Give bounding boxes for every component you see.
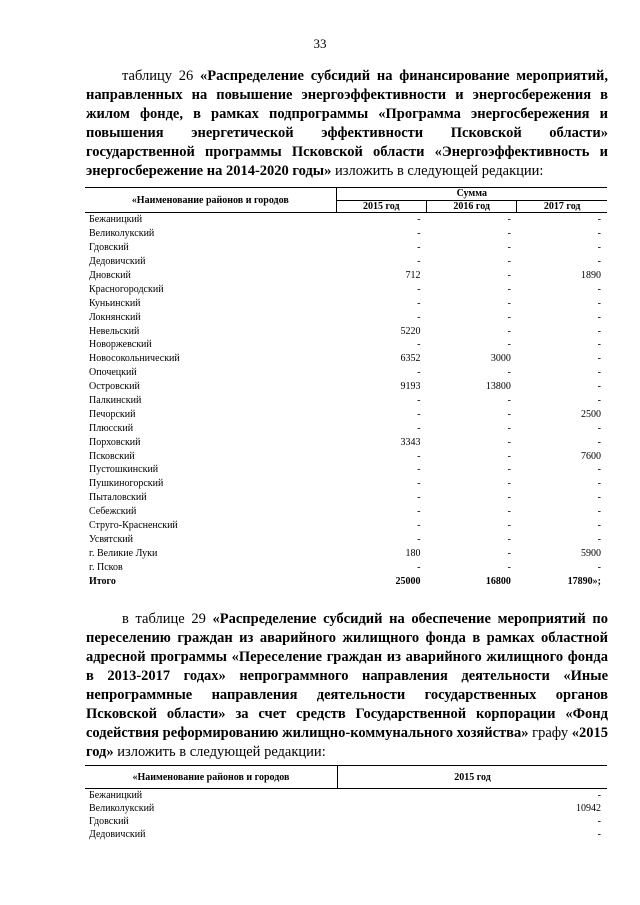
table-row <box>85 505 607 519</box>
district-name: Островский <box>89 381 140 393</box>
table-row <box>85 449 607 463</box>
page-number: 33 <box>313 36 327 51</box>
value-2017: - <box>597 561 601 573</box>
value-2015: - <box>417 242 421 254</box>
value-2016: - <box>507 506 511 518</box>
total-label: Итого <box>89 575 116 587</box>
paragraph2-tail: изложить в следующей редакции: <box>113 744 326 760</box>
value-2017: - <box>597 283 601 295</box>
value-2015: - <box>417 367 421 379</box>
district-name: Бежаницкий <box>89 214 143 226</box>
subsidy-table-26 <box>85 187 607 588</box>
value-2015: - <box>417 520 421 532</box>
value-2015: 10942 <box>576 803 601 814</box>
year-2015-header: 2015 год <box>338 766 608 789</box>
subsidy-table-29 <box>85 765 607 841</box>
value-2016: - <box>507 533 511 545</box>
table-row <box>85 815 607 828</box>
table-row <box>85 255 607 269</box>
district-name: Печорский <box>89 408 136 420</box>
paragraph1-tail: изложить в следующей редакции: <box>331 163 544 179</box>
value-2015: - <box>417 408 421 420</box>
value-2017: - <box>597 325 601 337</box>
value-2016: - <box>507 464 511 476</box>
total-2017: 17890»; <box>567 575 601 587</box>
value-2017: - <box>597 395 601 407</box>
paragraph-table29-intro <box>86 610 608 762</box>
year-2016-header: 2016 год <box>426 200 516 213</box>
table-row <box>85 802 607 815</box>
value-2015: - <box>417 256 421 268</box>
value-2017: - <box>597 214 601 226</box>
value-2017: - <box>597 506 601 518</box>
value-2016: - <box>507 520 511 532</box>
year-2015-header: 2015 год <box>336 200 426 213</box>
value-2017: - <box>597 311 601 323</box>
total-row <box>85 574 607 588</box>
value-2015: - <box>417 297 421 309</box>
value-2016: - <box>507 256 511 268</box>
district-name: Дедовичский <box>89 829 146 840</box>
table-row <box>85 296 607 310</box>
total-2015: 25000 <box>395 575 421 587</box>
value-2016: - <box>507 395 511 407</box>
sum-column-header: Сумма <box>336 188 607 201</box>
value-2015: 9193 <box>400 381 421 393</box>
district-name: Порховский <box>89 436 141 448</box>
district-name: Новоржевский <box>89 339 152 351</box>
district-name: Локнянский <box>89 311 141 323</box>
district-name: Невельский <box>89 325 140 337</box>
value-2017: - <box>597 520 601 532</box>
value-2016: - <box>507 450 511 462</box>
year-2017-header: 2017 год <box>517 200 607 213</box>
table-row <box>85 352 607 366</box>
value-2016: - <box>507 297 511 309</box>
value-2015: - <box>597 816 601 827</box>
district-name: Новосокольнический <box>89 353 180 365</box>
value-2016: - <box>507 561 511 573</box>
district-name: Усвятский <box>89 533 133 545</box>
paragraph2-lead: в таблице 29 <box>122 611 213 627</box>
table-row <box>85 310 607 324</box>
value-2017: - <box>597 478 601 490</box>
value-2017: 7600 <box>581 450 601 462</box>
value-2016: - <box>507 367 511 379</box>
value-2017: 5900 <box>581 547 601 559</box>
table-row <box>85 338 607 352</box>
table-row <box>85 477 607 491</box>
district-name: Великолукский <box>89 803 155 814</box>
value-2017: - <box>597 367 601 379</box>
value-2016: - <box>507 478 511 490</box>
value-2016: - <box>507 283 511 295</box>
value-2016: - <box>507 270 511 281</box>
value-2015: - <box>597 790 601 801</box>
district-name: Красногородский <box>89 283 164 295</box>
value-2017: - <box>597 242 601 254</box>
table-row <box>85 213 607 227</box>
value-2017: - <box>597 381 601 393</box>
table-row <box>85 241 607 255</box>
district-name: Пустошкинский <box>89 464 159 476</box>
table-row <box>85 421 607 435</box>
district-name: Псковский <box>89 450 135 462</box>
value-2015: - <box>417 506 421 518</box>
district-name: Пушкиногорский <box>89 478 164 490</box>
table-row <box>85 366 607 380</box>
district-name: Великолукский <box>89 228 155 240</box>
value-2016: - <box>507 214 511 226</box>
table-row <box>85 560 607 574</box>
district-name: Опочецкий <box>89 367 137 379</box>
table-row <box>85 282 607 296</box>
value-2015: 5220 <box>400 325 421 337</box>
value-2015: - <box>417 450 421 462</box>
total-2016: 16800 <box>485 575 511 587</box>
value-2016: - <box>507 311 511 323</box>
value-2015: - <box>597 829 601 840</box>
table-row <box>85 789 607 803</box>
value-2015: - <box>417 228 421 240</box>
table-row <box>85 394 607 408</box>
value-2015: - <box>417 533 421 545</box>
value-2015: - <box>417 478 421 490</box>
table-row <box>85 491 607 505</box>
table-row <box>85 324 607 338</box>
table-row <box>85 519 607 533</box>
value-2016: - <box>507 339 511 351</box>
value-2015: - <box>417 395 421 407</box>
district-name: Дедовичский <box>89 256 146 268</box>
table-row <box>85 269 607 283</box>
value-2017: - <box>597 297 601 309</box>
value-2016: - <box>507 547 511 559</box>
value-2015: - <box>417 214 421 226</box>
district-name: г. Псков <box>89 561 123 573</box>
district-name: г. Великие Луки <box>89 547 158 559</box>
district-name: Пыталовский <box>89 492 147 504</box>
district-column-header: «Наименование районов и городов <box>85 766 338 789</box>
value-2017: - <box>597 256 601 268</box>
value-2016: 3000 <box>490 353 511 365</box>
paragraph1-bold: «Распределение субсидий на финансирование мероприятий, направленных на повышение энергоэффективности и энергосбережения в жилом фонде, в рамках подпрограммы «Программа энергосбережения и повышения энергетической эффективности Псковской области» государственной программы Псковской области «Энергоэффективность и энергосбережение на 2014-2020 годы» <box>86 68 608 179</box>
value-2016: - <box>507 408 511 420</box>
value-2015: - <box>417 339 421 351</box>
value-2016: - <box>507 228 511 240</box>
value-2017: - <box>597 492 601 504</box>
value-2017: - <box>597 464 601 476</box>
table-row <box>85 380 607 394</box>
value-2015: - <box>417 492 421 504</box>
district-name: Гдовский <box>89 816 129 827</box>
value-2017: - <box>597 353 601 365</box>
value-2015: 180 <box>405 547 421 559</box>
value-2015: 712 <box>405 270 421 281</box>
value-2017: - <box>597 436 601 448</box>
district-column-header: «Наименование районов и городов <box>85 188 336 213</box>
district-name: Струго-Красненский <box>89 520 178 532</box>
table-row <box>85 828 607 841</box>
district-name: Гдовский <box>89 242 129 254</box>
value-2015: 3343 <box>400 436 421 448</box>
value-2016: - <box>507 436 511 448</box>
paragraph-table26-intro <box>86 67 608 181</box>
district-name: Бежаницкий <box>89 790 143 801</box>
value-2016: - <box>507 422 511 434</box>
district-name: Себежский <box>89 506 137 518</box>
table-row <box>85 546 607 560</box>
value-2015: - <box>417 311 421 323</box>
district-name: Куньинский <box>89 297 141 309</box>
table-row <box>85 532 607 546</box>
value-2017: 2500 <box>581 408 601 420</box>
value-2017: - <box>597 339 601 351</box>
district-name: Палкинский <box>89 395 142 407</box>
value-2015: - <box>417 464 421 476</box>
district-name: Дновский <box>89 270 131 281</box>
table-row <box>85 407 607 421</box>
value-2016: 13800 <box>485 381 511 393</box>
value-2016: - <box>507 492 511 504</box>
value-2015: - <box>417 283 421 295</box>
value-2016: - <box>507 325 511 337</box>
paragraph2-bold-column: «2015 год» <box>86 725 608 760</box>
table-row <box>85 463 607 477</box>
value-2017: 1890 <box>581 270 601 281</box>
value-2015: - <box>417 422 421 434</box>
value-2016: - <box>507 242 511 254</box>
district-name: Плюсский <box>89 422 134 434</box>
paragraph2-mid: графу <box>528 725 572 741</box>
value-2015: - <box>417 561 421 573</box>
value-2015: 6352 <box>400 353 421 365</box>
value-2017: - <box>597 533 601 545</box>
value-2017: - <box>597 228 601 240</box>
paragraph2-bold-title: «Распределение субсидий на обеспечение мероприятий по переселению граждан из аварийного жилищного фонда в рамках областной адресной программы «Переселение граждан из аварийного жилищного фонда в 2013-2017 годах» непрограммного направления деятельности «Иные непрограммные направления деятельности государственных органов Псковской области» за счет средств Государственной корпорации «Фонд содействия реформированию жилищно-коммунального хозяйства» <box>86 611 608 741</box>
value-2017: - <box>597 422 601 434</box>
paragraph1-lead: таблицу 26 <box>122 68 200 84</box>
table-row <box>85 227 607 241</box>
table-row <box>85 435 607 449</box>
